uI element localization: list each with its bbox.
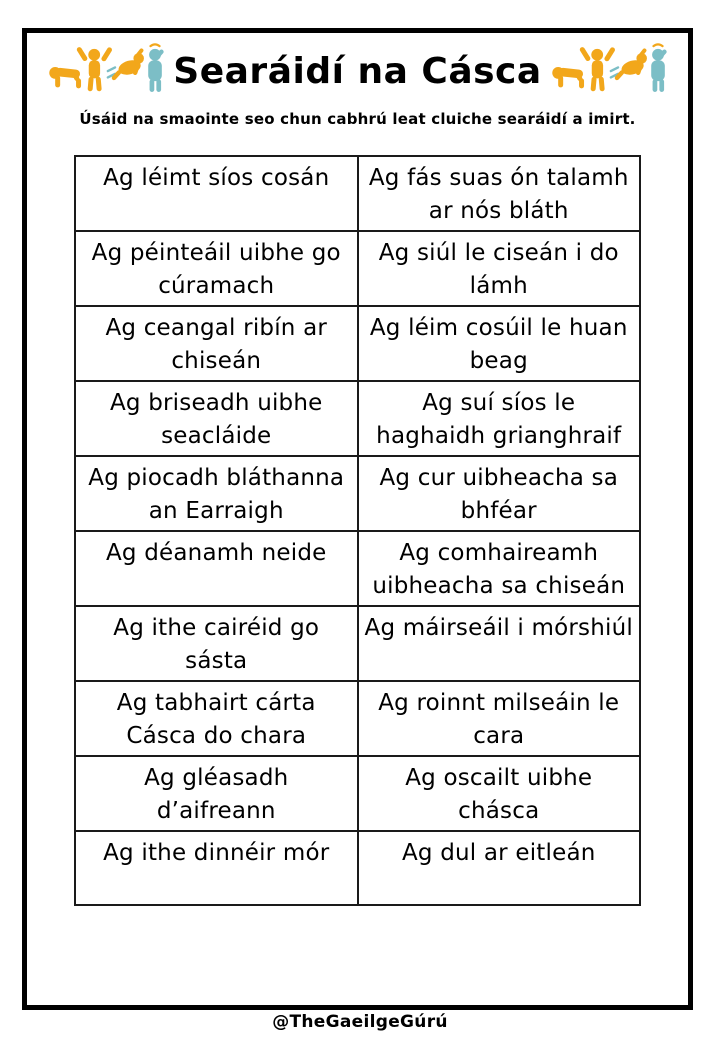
- charade-cell: Ag oscailt uibhe chásca: [358, 756, 641, 831]
- table-row: [75, 306, 640, 381]
- table-row: [75, 681, 640, 756]
- charade-cell: Ag máirseáil i mórshiúl: [358, 606, 641, 681]
- page-title: Searáidí na Cásca: [173, 51, 542, 93]
- table-row: [75, 231, 640, 306]
- charade-cell: Ag ithe dinnéir mór: [75, 831, 358, 905]
- charade-cell: Ag péinteáil uibhe go cúramach: [75, 231, 358, 306]
- charade-cell: Ag gléasadh d’aifreann: [75, 756, 358, 831]
- table-row: [75, 381, 640, 456]
- charade-cell: Ag déanamh neide: [75, 531, 358, 606]
- charades-table-body: [75, 156, 640, 905]
- charade-cell: Ag suí síos le haghaidh grianghraif: [358, 381, 641, 456]
- charade-cell: Ag roinnt milseáin le cara: [358, 681, 641, 756]
- charade-cell: Ag ithe cairéid go sásta: [75, 606, 358, 681]
- charade-cell: Ag siúl le ciseán i do lámh: [358, 231, 641, 306]
- header: [27, 41, 688, 103]
- charades-figures-left: [47, 41, 165, 103]
- author-credit: @TheGaeilgeGúrú: [272, 1012, 448, 1032]
- table-row: [75, 831, 640, 905]
- table-row: [75, 456, 640, 531]
- charade-cell: Ag ceangal ribín ar chiseán: [75, 306, 358, 381]
- charade-cell: Ag cur uibheacha sa bhféar: [358, 456, 641, 531]
- charade-cell: Ag piocadh bláthanna an Earraigh: [75, 456, 358, 531]
- table-row: [75, 156, 640, 231]
- bordered-sheet: [22, 28, 693, 1010]
- charade-cell: Ag briseadh uibhe seacláide: [75, 381, 358, 456]
- charade-cell: Ag léim cosúil le huan beag: [358, 306, 641, 381]
- table-row: [75, 756, 640, 831]
- charade-cell: Ag fás suas ón talamh ar nós bláth: [358, 156, 641, 231]
- charades-table: [74, 155, 641, 906]
- instructions-subtitle: Úsáid na smaointe seo chun cabhrú leat cluiche searáidí a imirt.: [79, 110, 636, 128]
- table-row: [75, 606, 640, 681]
- charade-cell: Ag tabhairt cárta Cásca do chara: [75, 681, 358, 756]
- charade-cell: Ag dul ar eitleán: [358, 831, 641, 905]
- table-row: [75, 531, 640, 606]
- charade-cell: Ag léimt síos cosán: [75, 156, 358, 231]
- charade-cell: Ag comhaireamh uibheacha sa chiseán: [358, 531, 641, 606]
- charades-figures-right: [550, 41, 668, 103]
